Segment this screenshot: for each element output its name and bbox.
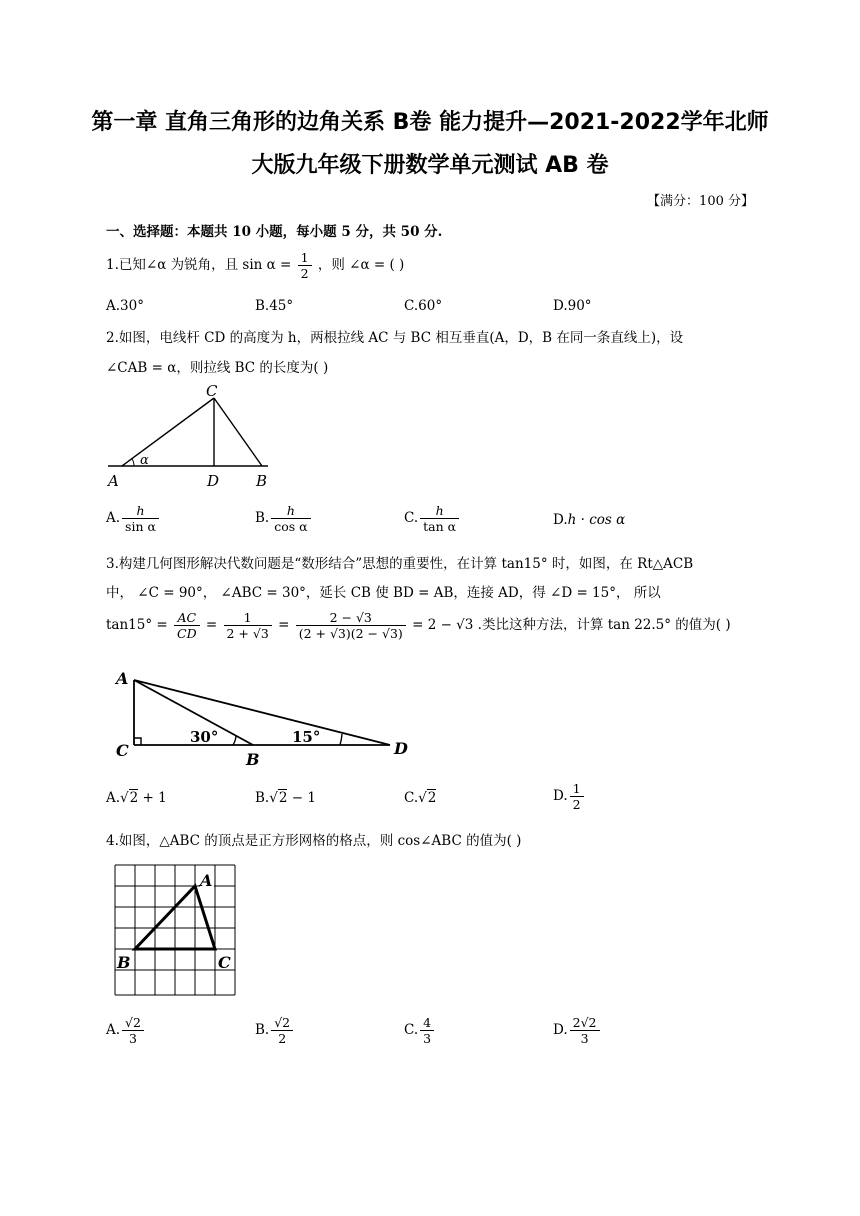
q3-option-b: B.√2 − 1 xyxy=(255,790,316,806)
q4-grid-figure xyxy=(112,862,242,998)
full-score-label: 【满分：100 分】 xyxy=(647,194,754,209)
q2-option-a: A. $\frac{h}{\text{sin α}}$ xyxy=(106,503,161,534)
q4-option-b: B. $\frac{√2}{2}$ xyxy=(255,1015,295,1046)
q4-label-c: C xyxy=(218,953,231,972)
question-3-line2: 中， ∠C = 90°， ∠ABC = 30°，延长 CB 使 BD = AB，连接 AD，得 ∠D = 15°， 所以 xyxy=(106,585,661,601)
q2-label-b: B xyxy=(256,472,268,490)
q3-side-ad xyxy=(134,680,390,745)
q2-figure xyxy=(100,380,280,492)
q3-option-a: A.√2 + 1 xyxy=(106,790,167,806)
q1-text-a: 1.已知∠α 为锐角，且 sin α = xyxy=(106,257,292,273)
q3-option-d: D. $\frac{1}{2}$ xyxy=(553,781,586,812)
q1-option-d: D.90° xyxy=(553,298,592,314)
q1-text-b: ，则 ∠α = ( ) xyxy=(317,257,405,273)
q2-angle-arc xyxy=(132,459,134,466)
document-title-line1: 第一章 直角三角形的边角关系 B卷 能力提升—2021-2022学年北师 xyxy=(91,110,769,135)
question-3-line1: 3.构建几何图形解决代数问题是“数形结合”思想的重要性，在计算 tan15° 时，如图，在 Rt△ACB xyxy=(106,556,694,572)
q4-grid xyxy=(115,865,235,995)
q3-figure xyxy=(108,668,418,768)
q4-option-d: D. $\frac{2√2}{3}$ xyxy=(553,1015,602,1046)
q2-label-d: D xyxy=(207,472,220,490)
q2-line-ac xyxy=(122,398,214,466)
q2-option-b: B. $\frac{h}{\text{cos α}}$ xyxy=(255,503,313,534)
q4-label-a: A xyxy=(200,871,213,890)
question-1-stem xyxy=(106,250,404,281)
q3-right-angle-mark xyxy=(134,738,141,745)
q4-option-c: C. $\frac{4}{3}$ xyxy=(404,1015,436,1046)
q1-fraction xyxy=(298,250,312,281)
q3-label-15deg: 15° xyxy=(292,728,321,746)
q2-label-c: C xyxy=(206,382,218,400)
q4-label-b: B xyxy=(117,953,131,972)
q1-frac-num: 1 xyxy=(298,250,312,266)
q2-label-a: A xyxy=(108,472,119,490)
q3-label-d: D xyxy=(394,739,408,758)
question-3-equation: tan15° = $\frac{AC}{CD}$ = $\frac{1}{2 + √3}$ = $\frac{2 - √3}{(2 + √3)(2 - √3)}$ = 2 − √3 .类比这种方法，计算 tan 22.5° 的值为( ) xyxy=(106,610,731,641)
q4-option-a: A. $\frac{√2}{3}$ xyxy=(106,1015,146,1046)
q1-option-c: C.60° xyxy=(404,298,443,314)
q2-option-d: D.h · cos α xyxy=(553,512,626,528)
q1-option-b: B.45° xyxy=(255,298,294,314)
q3-label-b: B xyxy=(246,750,260,768)
q3-arc-15 xyxy=(340,734,342,745)
q1-option-a: A.30° xyxy=(106,298,144,314)
q3-label-30deg: 30° xyxy=(190,728,219,746)
question-4-stem: 4.如图，△ABC 的顶点是正方形网格的格点，则 cos∠ABC 的值为( ) xyxy=(106,833,522,849)
q3-arc-30 xyxy=(233,736,236,745)
q3-label-c: C xyxy=(116,741,129,760)
document-title-line2: 大版九年级下册数学单元测试 AB 卷 xyxy=(251,153,609,178)
section-heading: 一、选择题：本题共 10 小题，每小题 5 分，共 50 分. xyxy=(106,224,443,240)
question-2-line2: ∠CAB = α，则拉线 BC 的长度为( ) xyxy=(106,360,329,376)
q2-label-alpha: α xyxy=(140,453,149,468)
q3-label-a: A xyxy=(116,669,129,688)
q1-frac-den: 2 xyxy=(300,266,309,281)
q3-option-c: C.√2 xyxy=(404,790,437,806)
q2-line-cb xyxy=(214,398,262,466)
q2-option-c: C. $\frac{h}{\text{tan α}}$ xyxy=(404,503,461,534)
question-2-line1: 2.如图，电线杆 CD 的高度为 h，两根拉线 AC 与 BC 相互垂直(A，D，B 在同一条直线上)，设 xyxy=(106,330,684,346)
